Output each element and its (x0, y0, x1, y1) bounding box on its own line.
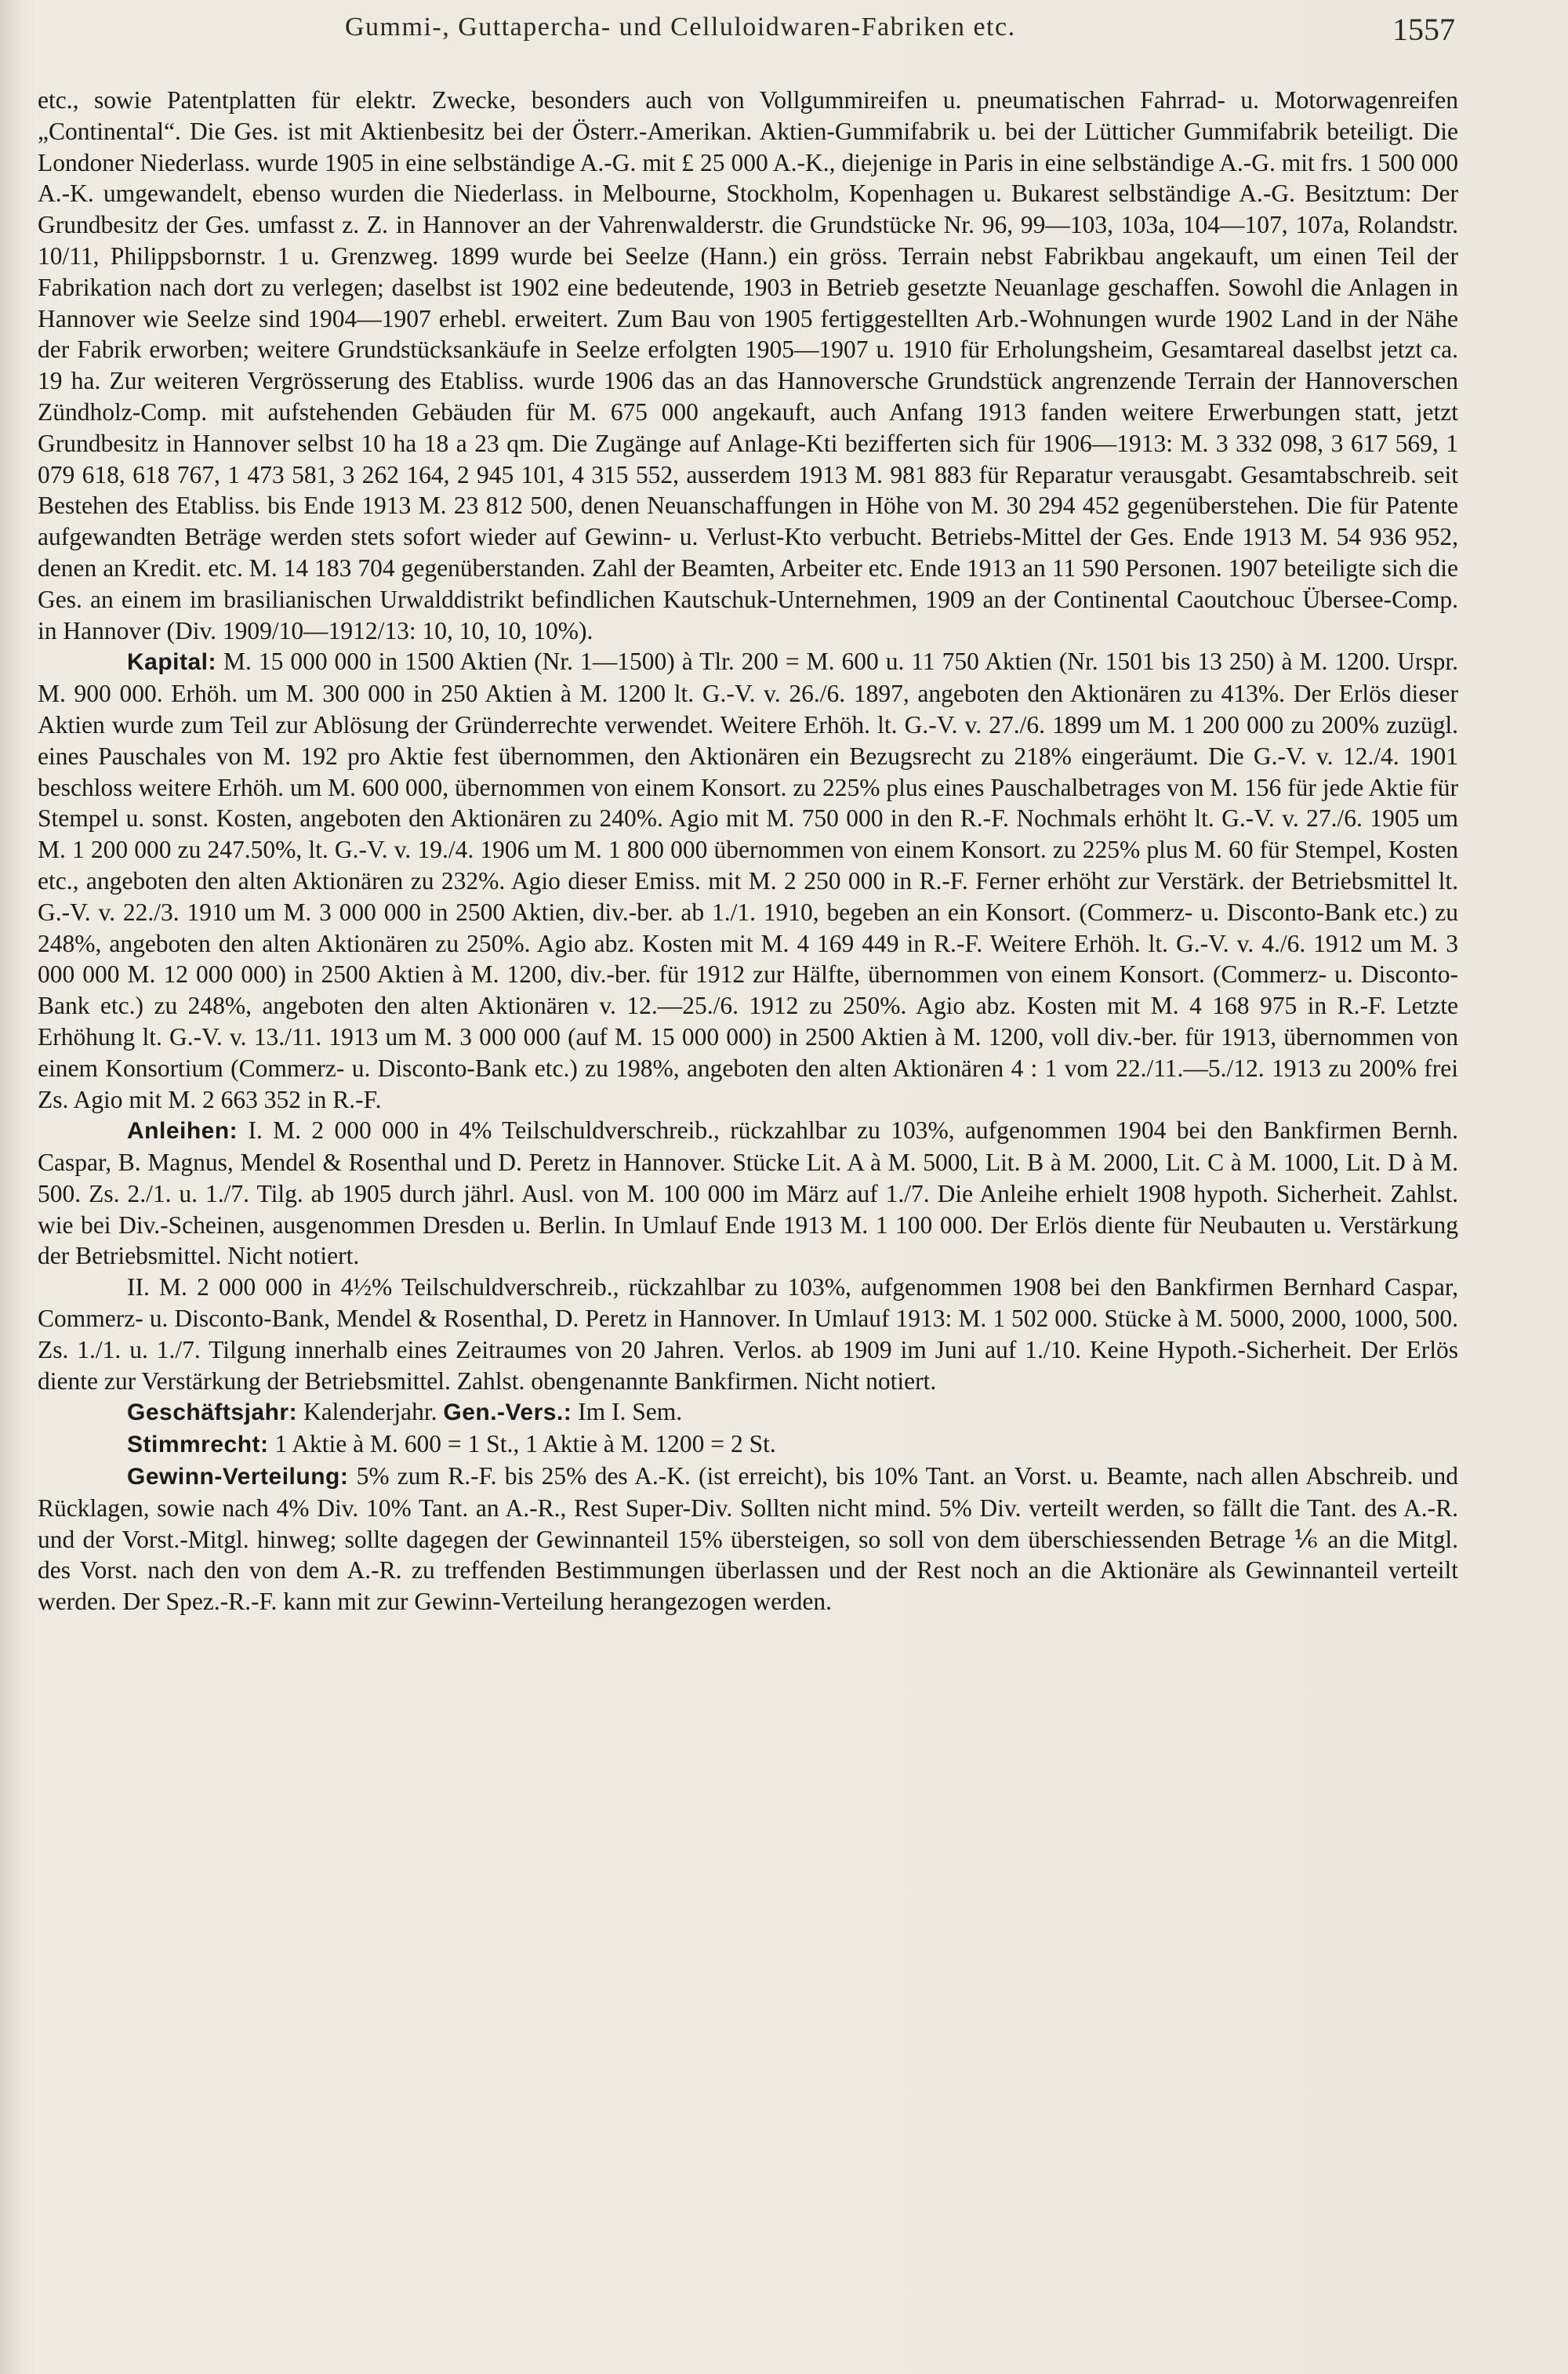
paragraph-text: II. M. 2 000 000 in 4½% Teilschuldverschreib., rückzahlbar zu 103%, aufgenommen 1908 bei den Bankfirmen Bernhard Caspar, Commerz- u. Disconto-Bank, Mendel & Rosenthal, D. Peretz in Hannover. In Umlauf 1913: M. 1 502 000. Stücke à M. 5000, 2000, 1000, 500. Zs. 1./1. u. 1./7. Tilgung innerhalb eines Zeitraumes von 20 Jahren. Verlos. ab 1909 im Juni auf 1./10. Keine Hypoth.-Sicherheit. Der Erlös diente zur Verstärkung der Betriebsmittel. Zahlst. obengenannte Bankfirmen. Nicht notiert. (38, 1273, 1458, 1395)
paragraph-text: Im I. Sem. (578, 1398, 683, 1426)
paragraph-text: etc., sowie Patentplatten für elektr. Zwecke, besonders auch von Vollgummireifen u. pneumatischen Fahrrad- u. Motorwagenreifen „Continental“. Die Ges. ist mit Aktienbesitz bei der Österr.-Amerikan. Aktien-Gummifabrik u. bei der Lütticher Gummifabrik beteiligt. Die Londoner Niederlass. wurde 1905 in eine selbständige A.-G. mit £ 25 000 A.-K., diejenige in Paris in eine selbständige A.-G. mit frs. 1 500 000 A.-K. umgewandelt, ebenso wurden die Niederlass. in Melbourne, Stockholm, Kopenhagen u. Bukarest selbständige A.-G. Besitztum: Der Grundbesitz der Ges. umfasst z. Z. in Hannover an der Vahrenwalderstr. die Grundstücke Nr. 96, 99—103, 103a, 104—107, 107a, Rolandstr. 10/11, Philippsbornstr. 1 u. Grenzweg. 1899 wurde bei Seelze (Hann.) ein gröss. Terrain nebst Fabrikbau angekauft, um einen Teil der Fabrikation nach dort zu verlegen; daselbst ist 1902 eine bedeutende, 1903 in Betrieb gesetzte Neuanlage geschaffen. Sowohl die Anlagen in Hannover wie Seelze sind 1904—1907 erhebl. erweitert. Zum Bau von 1905 fertiggestellten Arb.-Wohnungen wurde 1902 Land in der Nähe der Fabrik erworben; weitere Grundstücksankäufe in Seelze erfolgten 1905—1907 u. 1910 für Erholungsheim, Gesamtareal daselbst jetzt ca. 19 ha. Zur weiteren Vergrösserung des Etabliss. wurde 1906 das an das Hannoversche Grundstück angrenzende Terrain der Hannoverschen Zündholz-Comp. mit aufstehenden Gebäuden für M. 675 000 angekauft, auch Anfang 1913 fanden weitere Erwerbungen statt, jetzt Grundbesitz in Hannover selbst 10 ha 18 a 23 qm. Die Zugänge auf Anlage-Kti bezifferten sich für 1906—1913: M. 3 332 098, 3 617 569, 1 079 618, 618 767, 1 473 581, 3 262 164, 2 945 101, 4 315 552, ausserdem 1913 M. 981 883 für Reparatur verausgabt. Gesamtabschreib. seit Bestehen des Etabliss. bis Ende 1913 M. 23 812 500, denen Neuanschaffungen in Höhe von M. 30 294 452 gegenüberstehen. Die für Patente aufgewandten Beträge werden stets sofort wieder auf Gewinn- u. Verlust-Kto verbucht. Betriebs-Mittel der Ges. Ende 1913 M. 54 936 952, denen an Kredit. etc. M. 14 183 704 gegenüberstanden. Zahl der Beamten, Arbeiter etc. Ende 1913 an 11 590 Personen. 1907 beteiligte sich die Ges. an einem im brasilianischen Urwalddistrikt befindlichen Kautschuk-Unternehmen, 1909 an der Continental Caoutchouc Übersee-Comp. in Hannover (Div. 1909/10—1912/13: 10, 10, 10, 10%). (38, 86, 1458, 644)
paragraph-text: M. 15 000 000 in 1500 Aktien (Nr. 1—1500) à Tlr. 200 = M. 600 u. 11 750 Aktien (Nr. 1501 bis 13 250) à M. 1200. Urspr. M. 900 000. Erhöh. um M. 300 000 in 250 Aktien à M. 1200 lt. G.-V. v. 26./6. 1897, angeboten den Aktionären zu 413%. Der Erlös dieser Aktien wurde zum Teil zur Ablösung der Gründerrechte verwendet. Weitere Erhöh. lt. G.-V. v. 27./6. 1899 um M. 1 200 000 zu 200% zuzügl. eines Pauschales von M. 192 pro Aktie fest übernommen, den Aktionären ein Bezugsrecht zu 218% eingeräumt. Die G.-V. v. 12./4. 1901 beschloss weitere Erhöh. um M. 600 000, übernommen von einem Konsort. zu 225% plus eines Pauschalbetrages von M. 156 für jede Aktie für Stempel u. sonst. Kosten, angeboten den Aktionären zu 240%. Agio mit M. 750 000 in den R.-F. Nochmals erhöht lt. G.-V. v. 27./6. 1905 um M. 1 200 000 zu 247.50%, lt. G.-V. v. 19./4. 1906 um M. 1 800 000 übernommen von einem Konsort. zu 225% plus M. 60 für Stempel, Kosten etc., angeboten den alten Aktionären zu 232%. Agio dieser Emiss. mit M. 2 250 000 in R.-F. Ferner erhöht zur Verstärk. der Betriebsmittel lt. G.-V. v. 22./3. 1910 um M. 3 000 000 in 2500 Aktien, div.-ber. ab 1./1. 1910, begeben an ein Konsort. (Commerz- u. Disconto-Bank etc.) zu 248%, angeboten den alten Aktionären zu 250%. Agio abz. Kosten mit M. 4 169 449 in R.-F. Weitere Erhöh. lt. G.-V. v. 4./6. 1912 um M. 3 000 000 M. 12 000 000) in 2500 Aktien à M. 1200, div.-ber. für 1912 zur Hälfte, übernommen von einem Konsort. (Commerz- u. Disconto-Bank etc.) zu 248%, angeboten den alten Aktionären v. 12.—25./6. 1912 zu 250%. Agio abz. Kosten mit M. 4 168 975 in R.-F. Letzte Erhöhung lt. G.-V. v. 13./11. 1913 um M. 3 000 000 (auf M. 15 000 000) in 2500 Aktien à M. 1200, voll div.-ber. für 1913, übernommen von einem Konsortium (Commerz- u. Disconto-Bank etc.) zu 198%, angeboten den alten Aktionären 4 : 1 vom 22./11.—5./12. 1913 zu 200% frei Zs. Agio mit M. 2 663 352 in R.-F. (38, 648, 1459, 1113)
page-header (0, 11, 1568, 67)
page-body (38, 85, 1458, 1617)
page-number: 1557 (1392, 12, 1455, 47)
paragraph-anleihen-2 (38, 1272, 1458, 1396)
paragraph-gewinn (38, 1461, 1458, 1617)
section-label-gen-vers: Gen.-Vers.: (443, 1399, 572, 1426)
section-label-gewinn: Gewinn-Verteilung: (127, 1464, 349, 1490)
paragraph-anleihen-1 (38, 1115, 1458, 1272)
paragraph-text: 1 Aktie à M. 600 = 1 St., 1 Aktie à M. 1200 = 2 St. (274, 1430, 776, 1458)
paragraph-text: Kalenderjahr. (303, 1398, 437, 1426)
paragraph-text: 5% zum R.-F. bis 25% des A.-K. (ist erreicht), bis 10% Tant. an Vorst. u. Beamte, nach allen Abschreib. und Rücklagen, sowie nach 4% Div. 10% Tant. an A.-R., Rest Super-Div. Sollten nicht mind. 5% Div. verteilt werden, so fällt die Tant. des A.-R. und der Vorst.-Mitgl. hinweg; sollte dagegen der Gewinnanteil 15% übersteigen, so soll von dem überschiessenden Betrage ⅙ an die Mitgl. des Vorst. nach den von dem A.-R. zu treffenden Bestimmungen überlassen und der Rest noch an die Aktionäre als Gewinnanteil verteilt werden. Der Spez.-R.-F. kann mit zur Gewinn-Verteilung herangezogen werden. (38, 1462, 1458, 1616)
paragraph-text: I. M. 2 000 000 in 4% Teilschuldverschreib., rückzahlbar zu 103%, aufgenommen 1904 bei den Bankfirmen Bernh. Caspar, B. Magnus, Mendel & Rosenthal und D. Peretz in Hannover. Stücke Lit. A à M. 5000, Lit. B à M. 2000, Lit. C à M. 1000, Lit. D à M. 500. Zs. 2./1. u. 1./7. Tilg. ab 1905 durch jährl. Ausl. von M. 100 000 im März auf 1./7. Die Anleihe erhielt 1908 hypoth. Sicherheit. Zahlst. wie bei Div.-Scheinen, ausgenommen Dresden u. Berlin. In Umlauf Ende 1913 M. 1 100 000. Der Erlös diente für Neubauten u. Verstärkung der Betriebsmittel. Nicht notiert. (38, 1116, 1458, 1270)
paragraph-kapital (38, 646, 1458, 1115)
paragraph-history (38, 85, 1458, 646)
section-label-stimmrecht: Stimmrecht: (127, 1432, 269, 1458)
section-label-geschaeftsjahr: Geschäftsjahr: (127, 1399, 298, 1426)
section-label-anleihen: Anleihen: (127, 1118, 238, 1145)
section-label-kapital: Kapital: (127, 649, 217, 676)
paragraph-geschaeftsjahr (38, 1396, 1458, 1428)
paragraph-stimmrecht (38, 1428, 1458, 1461)
running-head: Gummi-, Guttapercha- und Celluloidwaren-Fabriken etc. (345, 13, 1016, 42)
